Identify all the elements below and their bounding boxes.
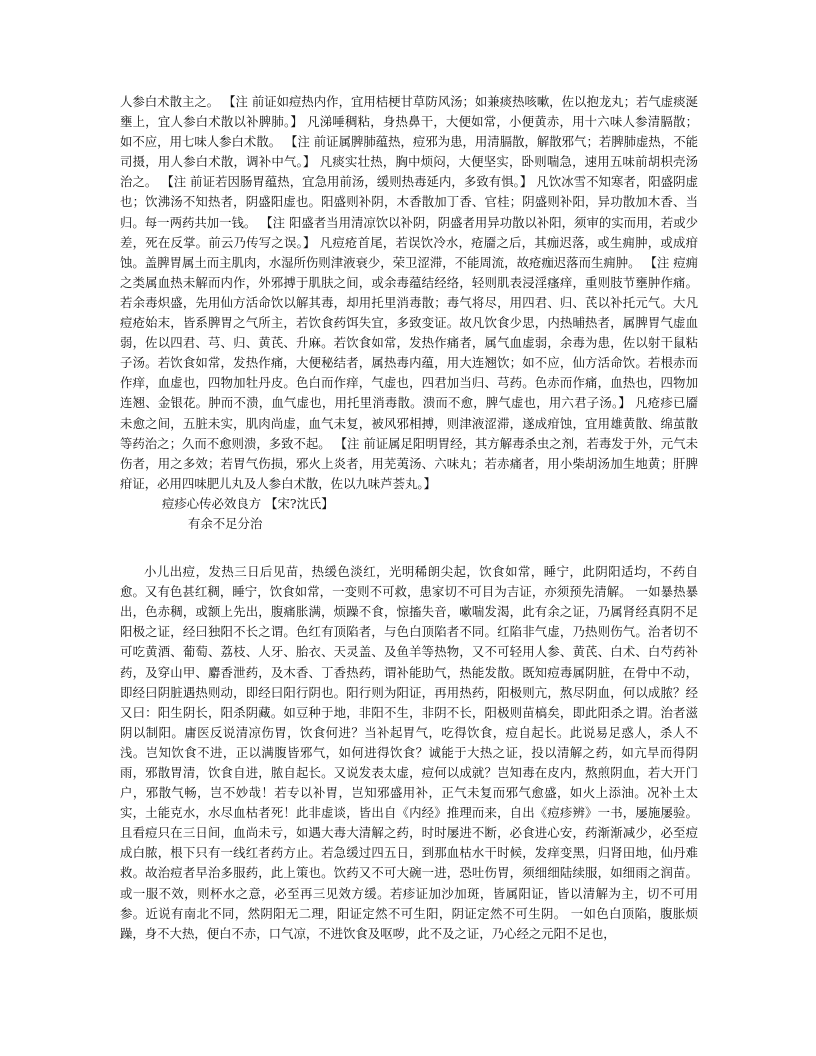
section-gap [120,534,698,562]
paragraph-body: 小儿出痘，发热三日后见苗，热缓色淡红，光明稀朗尖起，饮食如常，睡宁，此阴阳适均，不药自愈。又有色甚红稠，睡宁，饮食如常，一变则不可救，患家切不可目为吉证，亦须预先清解。 一如暴热暴出，色赤稠，或额上先出，腹痛胀满，烦躁不食，惊搐失音，嗽喘发渴，此有余之证，乃属肾经真阴不足阳极之证，经曰独阳不长之谓。色红有顶陷者，与色白顶陷者不同。红陷非气虚，乃热则伤气。治者切不可吃黄酒、葡萄、荔枝、人牙、胎衣、天灵盖、及鱼羊等热物，又不可轻用人参、黄芪、白术、白芍药补药，及穿山甲、麝香泄药，及木香、丁香热药，谓补能助气，热能发散。既知痘毒属阴脏，在骨中不动，即经曰阴脏遇热则动，即经曰阳行阴也。阳行则为阳证，再用热药，阳极则亢，熬尽阴血，何以成脓？经又曰：阳生阴长，阳杀阴藏。如豆种于地，非阳不生，非阴不长，阳极则苗槁矣，即此阳杀之谓。治者滋阴以制阳。庸医反说清凉伤胃，饮食何进？当补起胃气，吃得饮食，痘自起长。此说易足惑人，杀人不浅。岂知饮食不进，正以满腹皆邪气，如何进得饮食？诚能于大热之证，投以清解之药，如亢旱而得阴雨，邪散胃清，饮食自进，脓自起长。又说发表太虚，痘何以成就？岂知毒在皮内，熬煎阴血，若大开门户，邪散气畅，岂不妙哉！若专以补胃，岂知邪盛用补，正气未复而邪气愈盛，如火上添油。况补土太实，土能克水，水尽血枯者死！此非虚谈，皆出自《内经》推理而来，自出《痘疹辨》一书，屡施屡验。且看痘只在三日间，血尚未亏，如遇大毒大清解之药，时时屡进不断，必食进心安，药渐渐减少，必至痘成白脓，根下只有一线红者药方止。若急缓过四五日，到那血枯水干时候，发痒变黑，归肾田地，仙丹难救。故治痘者早治多服药，此上策也。饮药又不可大碗一进，恐吐伤胃，须细细陆续服，如细雨之润苗。或一服不效，则杯水之意，必至再三见效方缓。若疹证加沙加斑，皆属阳证，皆以清解为主，切不可用参。近说有南北不同，然阴阳无二理，阳证定然不可生阳，阴证定然不可生阴。 一如色白顶陷，腹胀烦躁，身不大热，便白不赤，口气凉，不进饮食及呕哕，此不及之证，乃心经之元阳不足也， [120,564,698,941]
document-page [120,92,698,944]
paragraph-commentary: 人参白术散主之。 【注 前证如痘热内作，宜用桔梗甘草防风汤；如兼痰热咳嗽，佐以抱龙丸；若气虚痰涎壅上，宜人参白术散以补脾肺。】 凡涕唾稠粘，身热鼻干，大便如常，小便黄赤，用十六味人参清膈散；如不应，用七味人参白术散。 【注 前证属脾肺蕴热，痘邪为患，用清膈散，解散邪气；若脾肺虚热，不能司摄，用人参白术散，调补中气。】 凡痰实壮热，胸中烦闷，大便坚实，卧则喘急，速用五味前胡枳壳汤治之。 【注 前证若因肠胃蕴热，宜急用前汤，缓则热毒延内，多致有惧。】 凡饮冰雪不知寒者，阳盛阴虚也；饮沸汤不知热者，阴盛阳虚也。阳盛则补阴，木香散加丁香、官桂；阴盛则补阳，异功散加木香、当归。每一两药共加一钱。 【注 阳盛者当用清凉饮以补阴，阴盛者用异功散以补阳，须审的实而用，若或少差，死在反掌。前云乃传写之误。】 凡痘疮首尾，若误饮冷水，疮靥之后，其痂迟落，或生痈肿，或成疳蚀。盖脾胃属土而主肌肉，水湿所伤则津液衰少，荣卫涩滞，不能周流，故疮痂迟落而生痈肿。 【注 痘痈之类属血热未解而内作，外邪搏于肌肤之间，或余毒蕴结经络，轻则肌表浸淫瘙痒，重则肢节壅肿作痛。若余毒炽盛，先用仙方活命饮以解其毒，却用托里消毒散；毒气将尽，用四君、归、芪以补托元气。大凡痘疮始末，皆系脾胃之气所主，若饮食药饵失宜，多致变证。故凡饮食少思，内热晡热者，属脾胃气虚血弱，佐以四君、芎、归、黄芪、升麻。若饮食如常，发热作痛者，属气血虚弱，余毒为患，佐以射干鼠粘子汤。若饮食如常，发热作痛，大便秘结者，属热毒内蕴，用大连翘饮；如不应，仙方活命饮。若根赤而作痒，血虚也，四物加牡丹皮。色白而作痒，气虚也，四君加当归、芎药。色赤而作痛，血热也，四物加连翘、金银花。肿而不溃，血气虚也，用托里消毒散。溃而不愈，脾气虚也，用六君子汤。】 凡疮疹已靥未愈之间，五脏未实，肌肉尚虚，血气未复，被风邪相搏，则津液涩滞，遂成疳蚀，宜用雄黄散、绵茧散等药治之；久而不愈则溃，多致不起。 【注 前证属足阳明胃经，其方解毒杀虫之剂，若毒发于外，元气未伤者，用之多效；若胃气伤损，邪火上炎者，用芜荑汤、六味丸；若赤痛者，用小柴胡汤加生地黄；肝脾疳证，必用四味肥儿丸及人参白术散，佐以九味芦荟丸。】 [120,94,698,491]
section-subtitle: 有余不足分治 [188,515,263,531]
section-title: 痘疹心传必效良方 【宋?沈氏】 [162,495,334,511]
